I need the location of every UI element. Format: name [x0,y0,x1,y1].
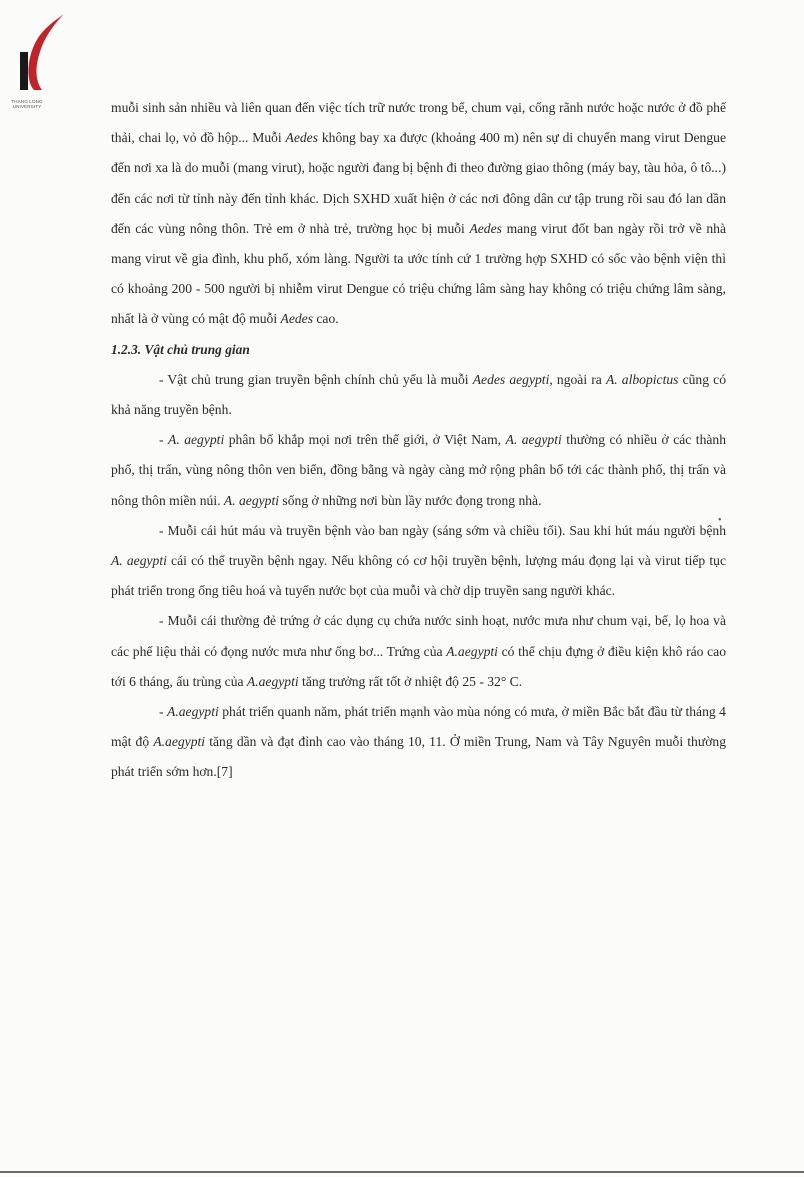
document-body [111,93,726,788]
italic-term: A.aegypti [167,704,219,720]
italic-term: Aedes [469,220,502,236]
italic-term: A. aegypti [168,432,225,448]
logo-text-line1: THANG LONG [11,99,43,104]
italic-term: A.aegypti [246,673,299,689]
italic-term: A.aegypti [446,643,498,659]
italic-term: A. aegypti [111,553,167,569]
text-run: mang virut đốt ban ngày rồi trở về nhà mang virut về gia đình, khu phố, xóm làng. Người ta ước tính cứ 1 trường hợp SXHD có sốc vào bệnh viện thì có khoảng 200 - 500 người bị nhiễm virut Dengue có triệu chứng lâm sàng hay không có triệu chứng lâm sàng, nhất là ở vùng có mật độ muỗi [111,220,726,327]
body-paragraph [111,93,726,335]
text-run: - [159,704,168,720]
body-paragraph [111,516,726,607]
text-run: - [159,432,169,448]
italic-term: A.aegypti [153,734,206,750]
text-run: có thể chịu đựng ở điều kiện khô ráo cao tới 6 tháng, ấu trùng của [111,643,726,689]
body-paragraph [111,697,726,788]
body-paragraph [111,606,726,697]
text-run: - Muỗi cái thường đẻ trứng ở các dụng cụ chứa nước sinh hoạt, nước mưa như chum vại, bể, lọ hoa và các phế liệu thải có đọng nước mưa như ống bơ... Trứng của [111,613,726,659]
italic-term: A. albopictus [605,371,679,387]
text-run: cái có thể truyền bệnh ngay. Nếu không có cơ hội truyền bệnh, lượng máu đọng lại và virut tiếp tục phát triển trong ống tiêu hoá và tuyến nước bọt của muỗi và chờ dịp truyền sang người khác. [111,553,726,599]
text-run: phân bố khắp mọi nơi trên thế giới, ở Việt Nam, [224,432,506,448]
text-run: tăng dần và đạt đỉnh cao vào tháng 10, 11. Ở miền Trung, Nam và Tây Nguyên muỗi thường phát triển sớm hơn.[7] [111,734,726,780]
bottom-rule [0,1171,804,1173]
italic-term: Aedes [285,130,319,146]
logo-text-line2: UNIVERSITY [12,104,42,110]
university-logo [4,12,68,117]
text-run: cũng có khả năng truyền bệnh. [111,371,726,418]
text-run: muỗi sinh sản nhiều và liên quan đến việc tích trữ nước trong bể, chum vại, cống rãnh nước hoặc nước ở đồ phế thải, chai lọ, vỏ đồ hộp... Muỗi [111,100,726,146]
italic-term: A. aegypti [505,432,562,448]
logo-mark-icon [4,12,68,98]
text-run: tăng trưởng rất tốt ở nhiệt độ 25 - 32° C. [298,673,523,689]
italic-term: A. aegypti [223,492,280,508]
italic-term: Aedes [280,311,313,327]
text-run: 1.2.3. Vật chủ trung gian [111,341,250,357]
body-paragraph [111,365,726,425]
text-run: phát triển quanh năm, phát triển mạnh vào mùa nóng có mưa, ở miền Bắc bắt đầu từ tháng 4 mật độ [111,704,726,750]
text-run: - Muỗi cái hút máu và truyền bệnh vào ban ngày (sáng sớm và chiều tối). Sau khi hút máu người bệnh [159,522,726,538]
logo-text [8,99,46,109]
text-run: sống ở những nơi bùn lầy nước đọng trong nhà. [279,492,542,508]
text-run: - Vật chủ trung gian truyền bệnh chính chủ yếu là muỗi [159,371,473,387]
text-run: thường có nhiều ở các thành phố, thị trấn, vùng nông thôn ven biển, đồng bằng và ngày càng mở rộng phân bố tới các thành phố, thị trấn và nông thôn miền núi. [111,432,726,508]
text-run: , ngoài ra [549,371,606,387]
section-heading [111,335,726,365]
body-paragraph [111,425,726,516]
italic-term: Aedes aegypti [472,371,550,387]
text-run: không bay xa được (khoảng 400 m) nên sự di chuyển mang virut Dengue đến nơi xa là do muỗi (mang virut), hoặc người đang bị bệnh đi theo đường giao thông (máy bay, tàu hỏa, ô tô...) đến các nơi từ tỉnh này đến tỉnh khác. Dịch SXHD xuất hiện ở các nơi đông dân cư tập trung rồi sau đó lan dần đến các vùng nông thôn. Trẻ em ở nhà trẻ, trường học bị muỗi [111,130,726,236]
text-run: cao. [313,311,339,327]
edge-mark: • [718,515,722,526]
